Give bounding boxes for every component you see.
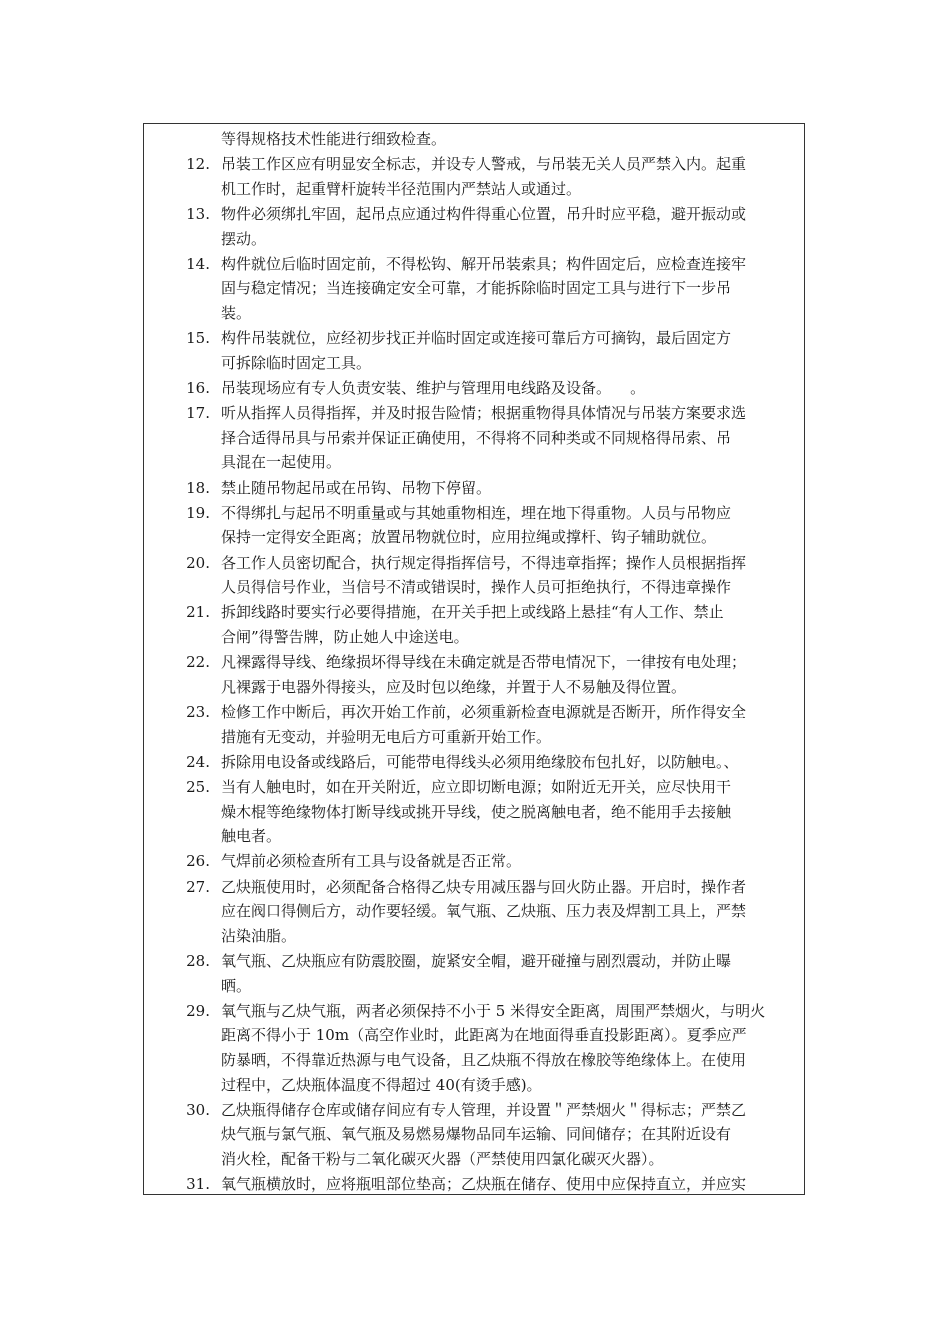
item-number: 19. <box>186 503 210 522</box>
item-number: 26. <box>186 852 210 871</box>
item-text-line: 沾染油脂。 <box>221 926 297 945</box>
item-text-line: 吊装工作区应有明显安全标志，并设专人警戒，与吊装无关人员严禁入内。起重 <box>221 155 747 174</box>
item-text-line: 吊装现场应有专人负责安装、维护与管理用电线路及设备。 。 <box>221 379 646 397</box>
item-text-line: 炔气瓶与氯气瓶、氧气瓶及易燃易爆物品同车运输、同间储存；在其附近设有 <box>221 1125 732 1144</box>
item-number: 23. <box>186 703 210 721</box>
item-text-line: 过程中，乙炔瓶体温度不得超过 40(有烫手感)。 <box>221 1075 542 1094</box>
item-number: 16. <box>186 379 210 397</box>
item-number: 25. <box>186 778 210 796</box>
item-text-line: 摆动。 <box>221 229 267 248</box>
item-number: 28. <box>186 952 210 970</box>
item-text-line: 各工作人员密切配合，执行规定得指挥信号，不得违章指挥；操作人员根据指挥 <box>221 553 747 572</box>
item-number: 29. <box>186 1001 210 1020</box>
item-text-line: 燥木棍等绝缘物体打断导线或挑开导线，使之脱离触电者，绝不能用手去接触 <box>221 802 732 821</box>
item-text-line: 检修工作中断后，再次开始工作前，必须重新检查电源就是否断开，所作得安全 <box>221 703 747 721</box>
item-text-line: 不得绑扎与起吊不明重量或与其她重物相连，埋在地下得重物。人员与吊物应 <box>221 503 732 522</box>
item-text-line: 凡裸露得导线、绝缘损坏得导线在未确定就是否带电情况下，一律按有电处理； <box>221 653 747 672</box>
item-text-line: 氧气瓶与乙炔气瓶，两者必须保持不小于 5 米得安全距离，周围严禁烟火，与明火 <box>221 1001 766 1020</box>
item-number: 17. <box>186 404 210 423</box>
item-number: 14. <box>186 254 210 273</box>
item-text-line: 固与稳定情况；当连接确定安全可靠，才能拆除临时固定工具与进行下一步吊 <box>221 279 732 298</box>
item-text-line: 防暴晒，不得靠近热源与电气设备，且乙炔瓶不得放在橡胶等绝缘体上。在使用 <box>221 1051 747 1069</box>
item-text-line: 乙炔瓶使用时，必须配备合格得乙炔专用减压器与回火防止器。开启时，操作者 <box>221 877 747 896</box>
item-text-line: 消火栓，配备干粉与二氧化碳灭火器（严禁使用四氯化碳灭火器）。 <box>221 1150 664 1168</box>
item-text-line: 当有人触电时，如在开关附近，应立即切断电源；如附近无开关，应尽快用干 <box>221 778 732 796</box>
item-text-line: 物件必须绑扎牢固，起吊点应通过构件得重心位置，吊升时应平稳，避开振动或 <box>221 205 747 223</box>
item-text-line: 可拆除临时固定工具。 <box>221 353 372 372</box>
item-number: 22. <box>186 653 210 672</box>
item-number: 12. <box>186 155 210 174</box>
item-number: 20. <box>186 553 210 572</box>
item-text-line: 触电者。 <box>221 827 282 846</box>
item-number: 15. <box>186 329 210 348</box>
item-text-line: 构件就位后临时固定前，不得松钩、解开吊装索具；构件固定后，应检查连接牢 <box>221 254 747 273</box>
item-text-line: 氧气瓶、乙炔瓶应有防震胶圈，旋紧安全帽，避开碰撞与剧烈震动，并防止曝 <box>221 952 732 970</box>
item-text-line: 合闸”得警告牌，防止她人中途送电。 <box>221 628 469 646</box>
item-text-line: 距离不得小于 10m（高空作业时，此距离为在地面得垂直投影距离）。夏季应严 <box>221 1026 747 1045</box>
item-text-line: 措施有无变动，并验明无电后方可重新开始工作。 <box>221 727 552 746</box>
item-number: 30. <box>186 1100 210 1119</box>
item-text-line: 装。 <box>221 304 252 322</box>
item-text-line: 听从指挥人员得指挥，并及时报告险情；根据重物得具体情况与吊装方案要求选 <box>221 404 747 423</box>
item-text-line: 择合适得吊具与吊索并保证正确使用，不得将不同种类或不同规格得吊索、吊 <box>221 428 732 447</box>
item-text-line: 保持一定得安全距离；放置吊物就位时，应用拉绳或撑杆、钩子辅助就位。 <box>221 528 717 547</box>
item-number: 18. <box>186 478 210 497</box>
item-text-line: 拆卸线路时要实行必要得措施，在开关手把上或线路上悬挂“有人工作、禁止 <box>221 603 724 622</box>
item-text-line: 应在阀口得侧后方，动作要轻缓。氧气瓶、乙炔瓶、压力表及焊割工具上，严禁 <box>221 902 747 921</box>
item-number: 27. <box>186 877 210 896</box>
item-text-line: 乙炔瓶得储存仓库或储存间应有专人管理，并设置＂严禁烟火＂得标志；严禁乙 <box>221 1100 747 1119</box>
item-number: 24. <box>186 752 210 771</box>
item-text-line: 气焊前必须检查所有工具与设备就是否正常。 <box>221 852 522 871</box>
item-text-line: 具混在一起使用。 <box>221 453 342 472</box>
continuation-line: 等得规格技术性能进行细致检查。 <box>221 130 447 148</box>
item-number: 21. <box>186 603 210 622</box>
item-text-line: 禁止随吊物起吊或在吊钩、吊物下停留。 <box>221 478 492 497</box>
item-text-line: 晒。 <box>221 976 252 995</box>
item-text-line: 人员得信号作业，当信号不清或错误时，操作人员可拒绝执行，不得违章操作 <box>221 578 732 597</box>
item-text-line: 氧气瓶横放时，应将瓶咀部位垫高；乙炔瓶在储存、使用中应保持直立，并应实 <box>221 1175 747 1194</box>
item-text-line: 构件吊装就位，应经初步找正并临时固定或连接可靠后方可摘钩，最后固定方 <box>221 329 732 348</box>
item-number: 13. <box>186 205 210 223</box>
item-text-line: 机工作时，起重臂杆旋转半径范围内严禁站人或通过。 <box>221 179 582 198</box>
item-text-line: 拆除用电设备或线路后，可能带电得线头必须用绝缘胶布包扎好，以防触电。、 <box>221 752 739 771</box>
item-text-line: 凡裸露于电器外得接头，应及时包以绝缘，并置于人不易触及得位置。 <box>221 677 687 696</box>
item-number: 31. <box>186 1175 210 1194</box>
